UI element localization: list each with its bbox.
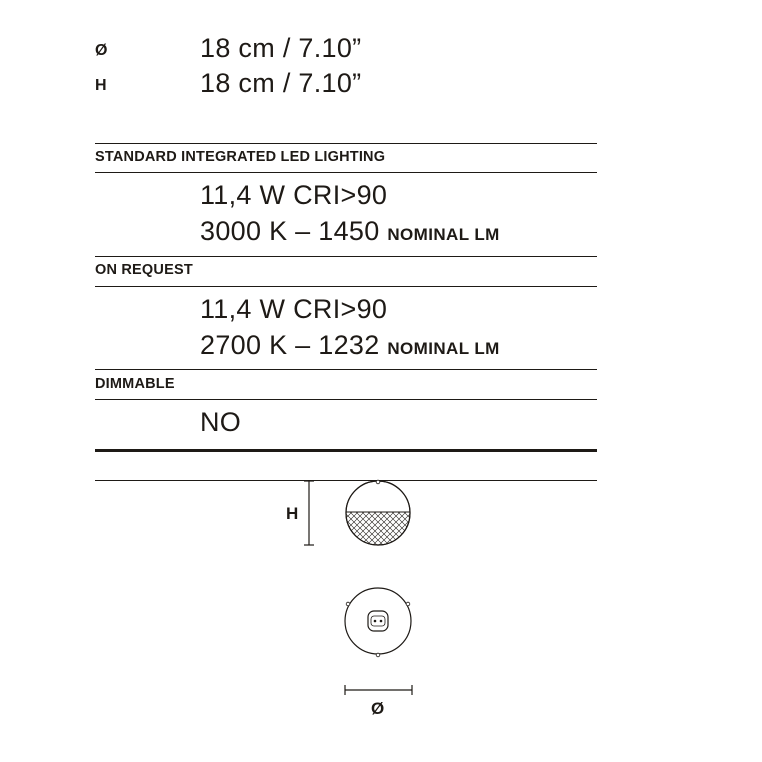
on-request-output-unit: NOMINAL LM: [387, 339, 500, 358]
dimmable-heading: DIMMABLE: [95, 376, 175, 392]
diameter-symbol: Ø: [95, 42, 108, 59]
dimmable-value: NO: [200, 407, 242, 437]
height-dimension-marker: [304, 481, 314, 545]
standard-power: 11,4 W CRI>90: [200, 180, 388, 210]
lamp-top-view: [345, 588, 411, 657]
diameter-dimension-marker: [345, 685, 412, 695]
height-label: H: [286, 504, 299, 523]
standard-output-unit: NOMINAL LM: [387, 225, 500, 244]
standard-heading: STANDARD INTEGRATED LED LIGHTING: [95, 149, 386, 165]
diameter-value: 18 cm / 7.10”: [200, 33, 362, 63]
on-request-power: 11,4 W CRI>90: [200, 294, 388, 324]
lamp-side-view: [346, 480, 410, 545]
height-symbol: H: [95, 77, 107, 94]
on-request-heading: ON REQUEST: [95, 262, 193, 278]
height-value: 18 cm / 7.10”: [200, 68, 362, 98]
on-request-output-value: 2700 K – 1232: [200, 330, 380, 360]
diameter-label: Ø: [371, 699, 385, 718]
standard-output-value: 3000 K – 1450: [200, 216, 380, 246]
